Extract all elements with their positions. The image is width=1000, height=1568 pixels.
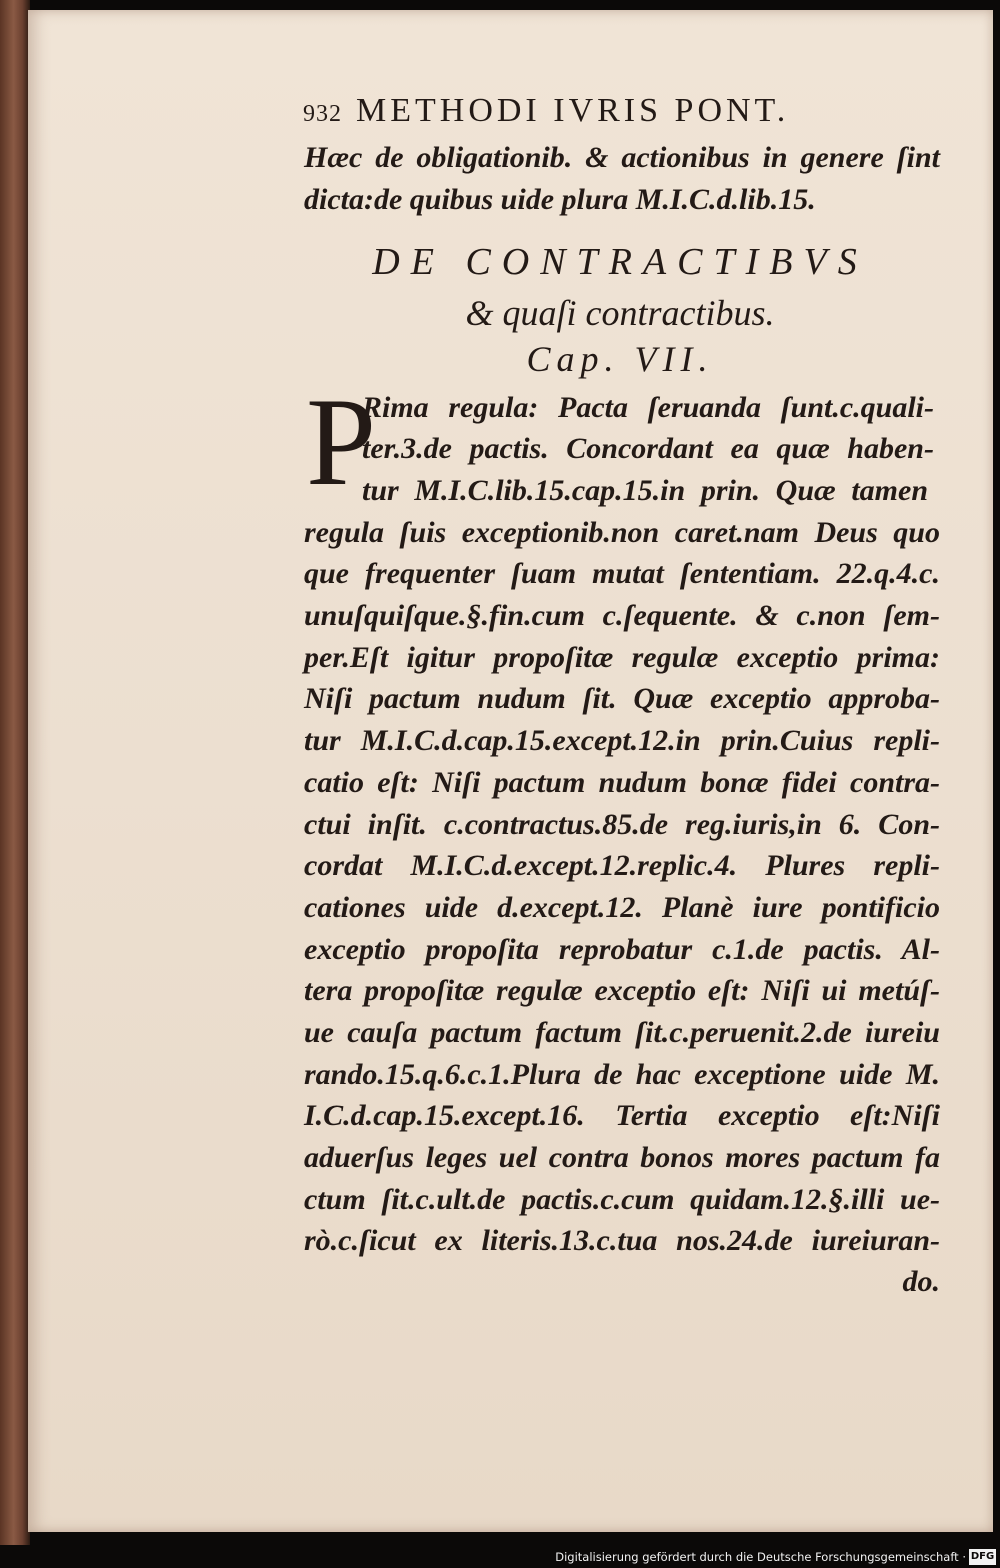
body-line: exceptio propoſita reprobatur c.1.de pactis. Al- bbox=[304, 933, 940, 966]
intro-line: dicta:de quibus uide plura M.I.C.d.lib.15. bbox=[304, 183, 816, 216]
body-line: unuſquiſque.§.fin.cum c.ſequente. & c.non ſem- bbox=[304, 599, 940, 632]
body-line: ctum ſit.c.ult.de pactis.c.cum quidam.12.§.illi ue- bbox=[304, 1183, 940, 1216]
body-line: per.Eſt igitur propoſitæ regulæ exceptio prima: bbox=[304, 641, 940, 674]
body-line: rando.15.q.6.c.1.Plura de hac exceptione uide M. bbox=[304, 1058, 940, 1091]
body-line: ter.3.de pactis. Concordant ea quæ haben- bbox=[362, 432, 934, 465]
drop-capital: P bbox=[306, 373, 377, 512]
body-line: tur M.I.C.d.cap.15.except.12.in prin.Cuius repli- bbox=[304, 724, 940, 757]
body-line: Niſi pactum nudum ſit. Quæ exceptio approba- bbox=[304, 682, 940, 715]
page-number: 932 bbox=[303, 101, 342, 127]
body-line: rò.c.ſicut ex literis.13.c.tua nos.24.de iureiuran- bbox=[304, 1224, 940, 1257]
chapter-number: Cap. VII. bbox=[526, 339, 714, 379]
body-line: catio eſt: Niſi pactum nudum bonæ fidei contra- bbox=[304, 766, 940, 799]
intro-line: Hæc de obligationib. & actionibus in genere ſint bbox=[304, 141, 940, 174]
catchword: do. bbox=[902, 1265, 940, 1298]
book-spine-edge bbox=[0, 0, 30, 1545]
chapter-title: DE CONTRACTIBVS bbox=[372, 241, 868, 283]
running-header bbox=[303, 88, 943, 134]
body-line: tera propoſitæ regulæ exceptio eſt: Niſi ui metúſ- bbox=[304, 974, 940, 1007]
body-line: Rima regula: Pacta ſeruanda ſunt.c.quali- bbox=[362, 391, 934, 424]
body-line: ue cauſa pactum factum ſit.c.peruenit.2.de iureiu bbox=[304, 1016, 940, 1049]
digitization-credit: Digitalisierung gefördert durch die Deutsche Forschungsgemeinschaft · bbox=[555, 1550, 966, 1564]
body-line: tur M.I.C.lib.15.cap.15.in prin. Quæ tamen bbox=[362, 474, 928, 507]
body-line: aduerſus leges uel contra bonos mores pactum fa bbox=[304, 1141, 940, 1174]
chapter-subtitle: & quaſi contractibus. bbox=[465, 293, 775, 333]
dfg-logo: DFG bbox=[969, 1549, 996, 1565]
running-title: METHODI IVRIS PONT. bbox=[356, 92, 790, 129]
body-line: ctui inſit. c.contractus.85.de reg.iuris,in 6. Con- bbox=[304, 808, 940, 841]
body-line: I.C.d.cap.15.except.16. Tertia exceptio eſt:Niſi bbox=[304, 1099, 940, 1132]
body-line: regula ſuis exceptionib.non caret.nam Deus quo bbox=[304, 516, 940, 549]
body-line: cationes uide d.except.12. Planè iure pontificio bbox=[304, 891, 940, 924]
body-line: que frequenter ſuam mutat ſententiam. 22.q.4.c. bbox=[304, 557, 940, 590]
body-line: cordat M.I.C.d.except.12.replic.4. Plures repli- bbox=[304, 849, 940, 882]
